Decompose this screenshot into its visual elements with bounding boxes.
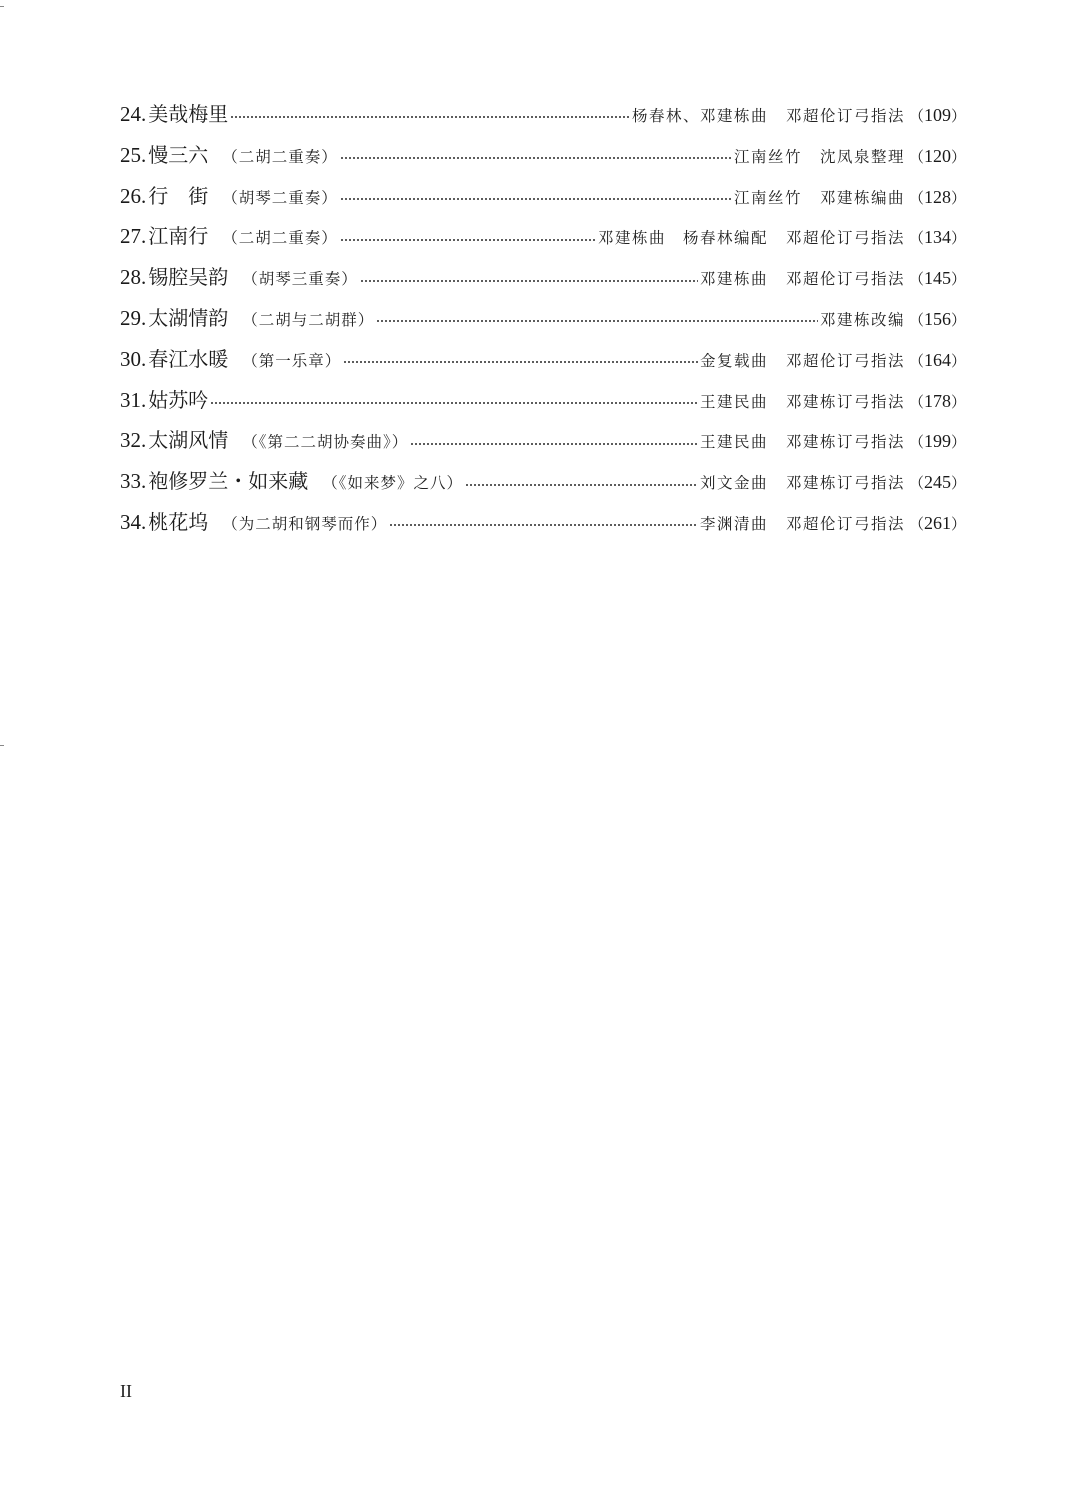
entry-credits: [700, 341, 905, 382]
edge-tick-mark: [0, 745, 4, 746]
entry-composer: 邓建栋曲 杨春林编配: [597, 229, 768, 248]
dot-leader: [340, 239, 596, 241]
entry-title: 太湖情韵: [148, 305, 229, 330]
entry-number: 26.: [120, 183, 147, 208]
entry-page-number: （261）: [908, 512, 966, 533]
entry-credits: [700, 259, 905, 300]
entry-arranger: 邓建栋订弓指法: [785, 433, 905, 452]
entry-number: 29.: [120, 305, 147, 330]
entry-credits: [700, 463, 905, 504]
dot-leader: [376, 320, 818, 322]
entry-subtitle: （胡琴二重奏）: [222, 188, 338, 207]
dot-leader: [465, 484, 698, 486]
entry-composer: 王建民曲: [699, 392, 768, 411]
entry-number: 31.: [120, 387, 147, 412]
entry-subtitle: （胡琴三重奏）: [242, 270, 358, 289]
entry-arranger: 邓超伦订弓指法: [785, 107, 905, 125]
entry-number: 25.: [120, 142, 147, 167]
entry-title: 慢三六: [148, 142, 209, 167]
entry-composer: 刘文金曲: [699, 474, 768, 493]
entry-composer: 王建民曲: [699, 433, 768, 452]
dot-leader: [360, 280, 698, 282]
toc-entry: [120, 339, 966, 380]
toc-entry: [120, 380, 966, 421]
entry-credits: [820, 300, 905, 341]
dot-leader: [343, 361, 698, 363]
entry-composer: 邓建栋曲: [699, 270, 768, 289]
dot-leader: [230, 116, 630, 118]
toc-entry: [120, 298, 966, 339]
dot-leader: [340, 157, 732, 159]
entry-title: 姑苏吟: [148, 387, 209, 412]
entry-arranger: 邓超伦订弓指法: [785, 514, 905, 533]
entry-composer: 江南丝竹: [733, 147, 802, 166]
entry-page-number: （199）: [908, 431, 966, 452]
entry-credits: [700, 382, 905, 423]
table-of-contents: [120, 94, 966, 543]
entry-arranger: 邓超伦订弓指法: [785, 351, 905, 370]
entry-page-number: （156）: [908, 308, 966, 329]
entry-page-number: （178）: [908, 390, 966, 411]
entry-page-number: （245）: [908, 472, 966, 493]
entry-arranger: 邓超伦订弓指法: [785, 229, 905, 248]
entry-number: 27.: [120, 224, 147, 249]
entry-subtitle: （二胡二重奏）: [222, 229, 338, 248]
entry-subtitle: （二胡与二胡群）: [242, 310, 375, 329]
entry-number: 30.: [120, 346, 147, 371]
entry-composer: 江南丝竹: [733, 188, 802, 207]
entry-title: 江南行: [148, 224, 209, 249]
entry-subtitle: （二胡二重奏）: [222, 147, 338, 166]
entry-page-number: （145）: [908, 268, 966, 289]
toc-entry: [120, 502, 966, 543]
entry-composer: 金复载曲: [699, 351, 768, 370]
entry-page-number: （109）: [908, 105, 966, 125]
entry-subtitle: （第一乐章）: [242, 351, 342, 370]
entry-page-number: （120）: [908, 145, 966, 166]
edge-tick-mark: [0, 6, 4, 7]
entry-title: 行 街: [148, 183, 209, 208]
entry-credits: [700, 422, 905, 463]
entry-page-number: （134）: [908, 227, 966, 248]
entry-number: 32.: [120, 428, 147, 453]
entry-arranger: 邓建栋订弓指法: [785, 392, 905, 411]
toc-entry: [120, 216, 966, 257]
entry-credits: [700, 504, 905, 545]
entry-arranger: 邓超伦订弓指法: [785, 270, 905, 289]
entry-title: 美哉梅里: [148, 102, 229, 126]
entry-title: 袍修罗兰・如来藏: [148, 469, 309, 494]
entry-number: 24.: [120, 102, 147, 126]
entry-arranger: 邓建栋编曲: [819, 188, 905, 207]
entry-credits: [632, 96, 905, 137]
entry-arranger: 邓建栋改编: [819, 310, 905, 329]
entry-title: 春江水暖: [148, 346, 229, 371]
entry-credits: [598, 218, 905, 259]
entry-credits: [734, 137, 905, 178]
entry-composer: 杨春林、邓建栋曲: [631, 107, 768, 125]
entry-title: 桃花坞: [148, 509, 209, 534]
toc-entry: [120, 135, 966, 176]
toc-entry: [120, 461, 966, 502]
dot-leader: [210, 402, 698, 404]
entry-number: 34.: [120, 509, 147, 534]
toc-entry: [120, 257, 966, 298]
entry-arranger: 邓建栋订弓指法: [785, 474, 905, 493]
entry-subtitle: （《第二二胡协奏曲》）: [242, 433, 409, 452]
toc-entry: [120, 176, 966, 217]
entry-credits: [734, 178, 905, 219]
dot-leader: [340, 198, 732, 200]
entry-title: 锡腔吴韵: [148, 265, 229, 290]
dot-leader: [389, 524, 698, 526]
entry-number: 33.: [120, 469, 147, 494]
toc-entry: [120, 94, 966, 135]
entry-subtitle: （为二胡和钢琴而作）: [222, 514, 388, 533]
entry-title: 太湖风情: [148, 428, 229, 453]
entry-arranger: 沈凤泉整理: [819, 147, 905, 166]
dot-leader: [410, 443, 698, 445]
toc-entry: [120, 420, 966, 461]
entry-page-number: （128）: [908, 186, 966, 207]
entry-subtitle: （《如来梦》之八）: [322, 474, 464, 493]
entry-composer: 李渊清曲: [699, 514, 768, 533]
page-folio: II: [120, 1381, 132, 1401]
entry-page-number: （164）: [908, 349, 966, 370]
entry-number: 28.: [120, 265, 147, 290]
